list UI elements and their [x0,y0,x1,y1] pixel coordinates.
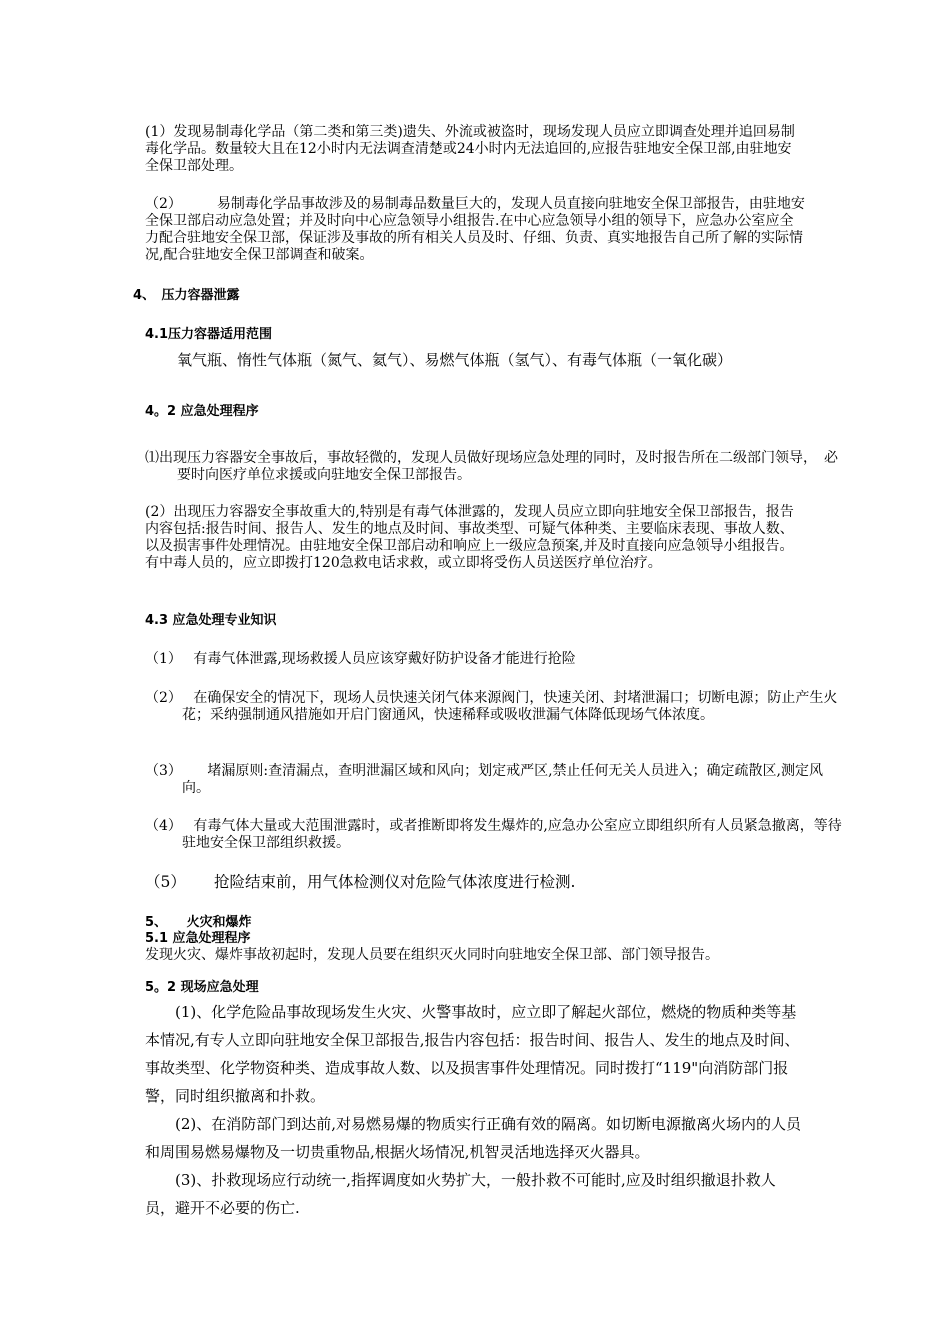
section-4-1-heading: 4.1压力容器适用范围 [145,327,273,342]
paragraph-3-2: （2） 易制毒化学品事故涉及的易制毒品数量巨大的，发现人员直接向驻地安全保卫部报告，由驻地安全保卫部启动应急处置；并及时向中心应急领导小组报告.在中心应急领导小组的领导下，应急办公室应全力配合驻地安全保卫部，保证涉及事故的所有相关人员及时、仔细、负责、真实地报告自己所了解的实际情况,配合驻地安全保卫部调查和破案。 [145,196,805,263]
paragraph-4-2-1: ⑴出现压力容器安全事故后，事故轻微的，发现人员做好现场应急处理的同时，及时报告所在二级部门领导， 必要时向医疗单位求援或向驻地安全保卫部报告。 [145,450,838,483]
paragraph-4-2-2: (2）出现压力容器安全事故重大的,特别是有毒气体泄露的，发现人员应立即向驻地安全保卫部报告，报告内容包括:报告时间、报告人、发生的地点及时间、事故类型、可疑气体种类、主要临床表现、事故人数、以及损害事件处理情况。由驻地安全保卫部启动和响应上一级应急预案,并及时直接向应急领导小组报告。有中毒人员的，应立即拨打120急救电话求救，或立即将受伤人员送医疗单位治疗。 [145,504,794,571]
paragraph-4-1: 氧气瓶、惰性气体瓶（氮气、氦气）、易燃气体瓶（氢气）、有毒气体瓶（一氧化碳） [177,351,733,369]
section-4-3-heading: 4.3 应急处理专业知识 [145,613,277,628]
knowledge-item-5: （5） 抢险结束前，用气体检测仪对危险气体浓度进行检测. [145,873,576,891]
paragraph-5-2-2: (2)、在消防部门到达前,对易燃易爆的物质实行正确有效的隔离。如切断电源撤离火场内的人员和周围易燃易爆物及一切贵重物品,根据火场情况,机智灵活地选择灭火器具。 [145,1115,802,1161]
knowledge-item-4: （4） 有毒气体大量或大范围泄露时，或者推断即将发生爆炸的,应急办公室应立即组织所有人员紧急撤离，等待驻地安全保卫部组织救援。 [145,818,842,851]
section-5-heading: 5、 火灾和爆炸 [145,915,252,930]
knowledge-item-3: （3） 堵漏原则:查清漏点，查明泄漏区域和风向；划定戒严区,禁止任何无关人员进入；确定疏散区,测定风向。 [145,763,823,796]
section-4-heading: 4、 压力容器泄露 [133,288,240,303]
paragraph-5-2-1: (1)、化学危险品事故现场发生火灾、火警事故时，应立即了解起火部位，燃烧的物质种类等基本情况,有专人立即向驻地安全保卫部报告,报告内容包括：报告时间、报告人、发生的地点及时间、事故类型、化学物资种类、造成事故人数、以及损害事件处理情况。同时拨打“119"向消防部门报警，同时组织撤离和扑救。 [145,1003,800,1105]
paragraph-5-2-3: (3)、扑救现场应行动统一,指挥调度如火势扩大，一般扑救不可能时,应及时组织撤退扑救人员，避开不必要的伤亡. [145,1171,776,1217]
knowledge-item-1: （1） 有毒气体泄露,现场救援人员应该穿戴好防护设备才能进行抢险 [145,651,576,667]
section-4-2-heading: 4。2 应急处理程序 [145,404,259,419]
section-5-1-heading: 5.1 应急处理程序 [145,931,251,946]
paragraph-3-1: (1）发现易制毒化学品（第二类和第三类)遗失、外流或被盗时，现场发现人员应立即调查处理并追回易制毒化学品。数量较大且在12小时内无法调查清楚或24小时内无法追回的,应报告驻地安全保卫部,由驻地安全保卫部处理。 [145,124,795,174]
knowledge-item-2: （2） 在确保安全的情况下，现场人员快速关闭气体来源阀门，快速关闭、封堵泄漏口；切断电源；防止产生火花；采纳强制通风措施如开启门窗通风，快速稀释或吸收泄漏气体降低现场气体浓度。 [145,690,838,723]
paragraph-5-1: 发现火灾、爆炸事故初起时，发现人员要在组织灭火同时向驻地安全保卫部、部门领导报告。 [145,947,719,963]
section-5-2-heading: 5。2 现场应急处理 [145,980,259,995]
